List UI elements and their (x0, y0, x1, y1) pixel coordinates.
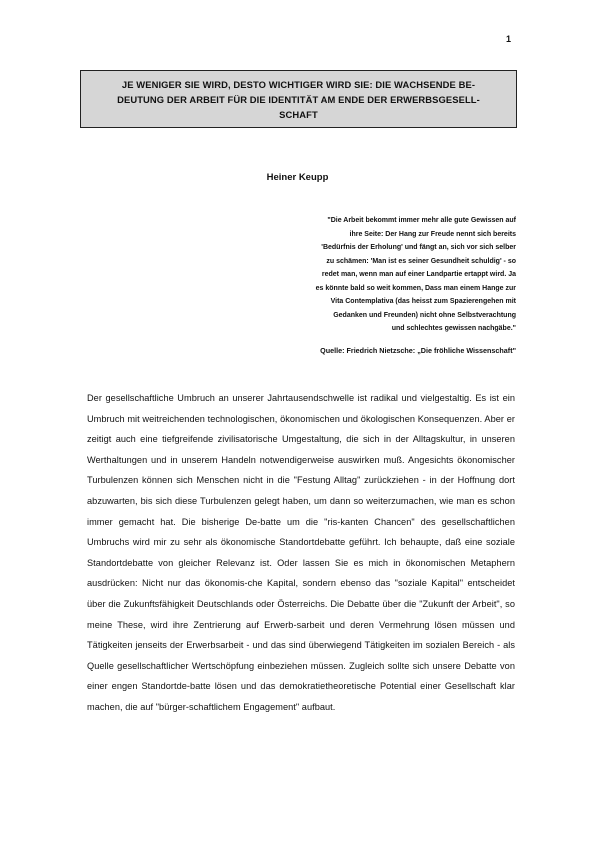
document-title: JE WENIGER SIE WIRD, DESTO WICHTIGER WIRD SIE: DIE WACHSENDE BE- DEUTUNG DER ARBEIT FÜR DIE IDENTITÄT AM ENDE DER ERWERBSGESELL- SCHAFT (117, 78, 480, 120)
epigraph-source: Quelle: Friedrich Nietzsche: „Die fröhliche Wissenschaft" (320, 346, 516, 355)
body-paragraph: Der gesellschaftliche Umbruch an unserer Jahrtausendschwelle ist radikal und vielgestaltig. Es ist ein Umbruch mit weitreichenden technologischen, ökonomischen und ökologischen Konsequenzen. Aber er zeitigt auch eine tiefgreifende zivilisatorische Umgestaltung, die sich in der Alltagskultur, in unseren Werthaltungen und in unserem Handeln notwendigerweise auswirken muß. Angesichts ökonomischer Turbulenzen können sich Menschen nicht in die "Festung Alltag" zurückziehen - in der Hoffnung dort abzuwarten, bis sich diese Turbulenzen gelegt haben, um dann so weiterzumachen, wie man es schon immer gemacht hat. Die bisherige De-batte um die "ris-kanten Chancen" des gesellschaftlichen Umbruchs wird mir zu sehr als ökonomische Standortdebatte geführt. Ich behaupte, daß eine soziale Standortdebatte von gleicher Relevanz ist. Oder lassen Sie es mich in ökonomischen Metaphern ausdrücken: Nicht nur das ökonomis-che Kapital, sondern ebenso das "soziale Kapital" entscheidet über die Zukunftsfähigkeit Deutschlands oder Österreichs. Die Debatte über die "Zukunft der Arbeit", so meine These, wird ihre Zentrierung auf Erwerb-sarbeit und deren Vermehrung lösen müssen und Tätigkeiten jenseits der Erwerbsarbeit - und das sind überwiegend Tätigkeiten im sozialen Bereich - als Quelle gesellschaftlicher Wertschöpfung einbeziehen müssen. Zugleich sollte sich unsere Debatte von einer engen Standortde-batte lösen und das demokratietheoretische Potential einer Gesellschaft klar machen, die auf "bürger-schaftlichem Engagement" aufbaut. (87, 393, 515, 712)
title-box (80, 70, 517, 128)
epigraph-quote: "Die Arbeit bekommt immer mehr alle gute Gewissen auf ihre Seite: Der Hang zur Freude nennt sich bereits 'Bedürfnis der Erholung' und fängt an, sich vor sich selber zu schämen: 'Man ist es seiner Gesundheit schuldig' - so redet man, wenn man auf einer Landpartie ertappt wird. Ja es könnte bald so weit kommen, Dass man einem Hange zur Vita Contemplativa (das heisst zum Spazierengehen mit Gedanken und Freunden) nicht ohne Selbstverachtung und schlechtes gewissen nachgäbe." (315, 217, 516, 332)
page-number: 1 (506, 34, 512, 44)
author-name: Heiner Keupp (266, 172, 329, 183)
